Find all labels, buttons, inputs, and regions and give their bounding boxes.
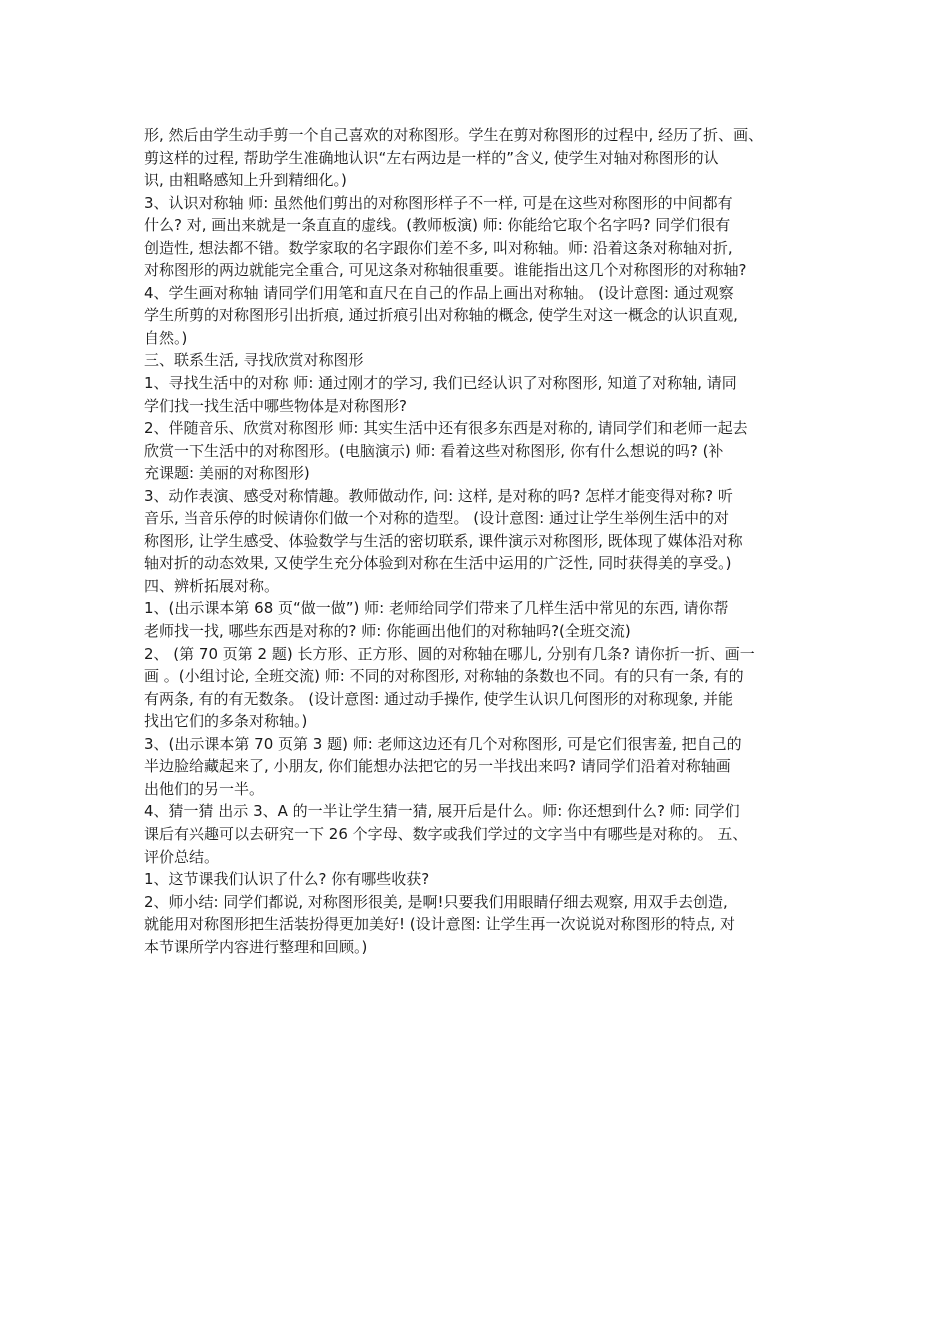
- text-line: 剪这样的过程, 帮助学生准确地认识“左右两边是一样的”含义, 使学生对轴对称图形的认: [144, 148, 719, 167]
- text-line: 有两条, 有的有无数条。 (设计意图: 通过动手操作, 使学生认识几何图形的对称现象, 并能: [144, 689, 734, 708]
- text-line: 1、(出示课本第 68 页“做一做”) 师: 老师给同学们带来了几样生活中常见的东西, 请你帮: [144, 599, 729, 618]
- text-line: 老师找一找, 哪些东西是对称的? 师: 你能画出他们的对称轴吗?(全班交流): [144, 622, 631, 641]
- text-line: 对称图形的两边就能完全重合, 可见这条对称轴很重要。谁能指出这几个对称图形的对称轴?: [144, 261, 747, 280]
- text-line: 识, 由粗略感知上升到精细化。): [144, 171, 347, 190]
- text-line: 4、猜一猜 出示 3、A 的一半让学生猜一猜, 展开后是什么。师: 你还想到什么? 师: 同学们: [144, 802, 740, 821]
- text-line: 找出它们的多条对称轴。): [144, 712, 308, 731]
- text-line: 就能用对称图形把生活装扮得更加美好! (设计意图: 让学生再一次说说对称图形的特点, 对: [144, 915, 735, 934]
- text-line: 自然。): [144, 328, 188, 347]
- text-line: 学们找一找生活中哪些物体是对称图形?: [144, 396, 407, 415]
- section-heading: 三、联系生活, 寻找欣赏对称图形: [144, 351, 364, 370]
- text-line: 什么? 对, 画出来就是一条直直的虚线。(教师板演) 师: 你能给它取个名字吗? 同学们很有: [144, 216, 731, 235]
- text-line: 轴对折的动态效果, 又使学生充分体验到对称在生活中运用的广泛性, 同时获得美的享受。): [144, 554, 732, 573]
- section-heading: 四、辨析拓展对称。: [144, 576, 280, 595]
- text-line: 3、动作表演、感受对称情趣。教师做动作, 问: 这样, 是对称的吗? 怎样才能变得对称? 听: [144, 486, 733, 505]
- text-line: 3、(出示课本第 70 页第 3 题) 师: 老师这边还有几个对称图形, 可是它们很害羞, 把自己的: [144, 734, 742, 753]
- text-line: 称图形, 让学生感受、体验数学与生活的密切联系, 课件演示对称图形, 既体现了媒体沿对称: [144, 531, 743, 550]
- text-line: 3、认识对称轴 师: 虽然他们剪出的对称图形样子不一样, 可是在这些对称图形的中间都有: [144, 193, 733, 212]
- text-line: 2、 (第 70 页第 2 题) 长方形、正方形、圆的对称轴在哪儿, 分别有几条? 请你折一折、画一: [144, 644, 755, 663]
- text-line: 出他们的另一半。: [144, 779, 265, 798]
- text-line: 4、学生画对称轴 请同学们用笔和直尺在自己的作品上画出对称轴。 (设计意图: 通过观察: [144, 283, 734, 302]
- text-line: 欣赏一下生活中的对称图形。(电脑演示) 师: 看着这些对称图形, 你有什么想说的吗? (补: [144, 441, 724, 460]
- text-line: 创造性, 想法都不错。数学家取的名字跟你们差不多, 叫对称轴。师: 沿着这条对称轴对折,: [144, 238, 733, 257]
- text-line: 形, 然后由学生动手剪一个自己喜欢的对称图形。学生在剪对称图形的过程中, 经历了折、画、: [144, 126, 764, 144]
- text-line: 本节课所学内容进行整理和回顾。): [144, 937, 368, 956]
- text-line: 1、寻找生活中的对称 师: 通过刚才的学习, 我们已经认识了对称图形, 知道了对称轴, 请同: [144, 374, 737, 393]
- text-line: 课后有兴趣可以去研究一下 26 个字母、数字或我们学过的文字当中有哪些是对称的。 五、: [144, 824, 748, 843]
- text-line: 半边脸给藏起来了, 小朋友, 你们能想办法把它的另一半找出来吗? 请同学们沿着对称轴画: [144, 757, 731, 776]
- text-line: 音乐, 当音乐停的时候请你们做一个对称的造型。 (设计意图: 通过让学生举例生活中的对: [144, 509, 729, 528]
- text-line: 评价总结。: [144, 847, 220, 866]
- text-line: 2、师小结: 同学们都说, 对称图形很美, 是啊!只要我们用眼睛仔细去观察, 用双手去创造,: [144, 892, 728, 911]
- text-line: 1、这节课我们认识了什么? 你有哪些收获?: [144, 870, 430, 889]
- text-line: 2、伴随音乐、欣赏对称图形 师: 其实生活中还有很多东西是对称的, 请同学们和老师一起去: [144, 419, 748, 438]
- document-body: [144, 124, 820, 958]
- text-line: 画 。(小组讨论, 全班交流) 师: 不同的对称图形, 对称轴的条数也不同。有的只有一条, 有的: [144, 667, 744, 686]
- text-line: 充课题: 美丽的对称图形): [144, 464, 310, 483]
- text-line: 学生所剪的对称图形引出折痕, 通过折痕引出对称轴的概念, 使学生对这一概念的认识直观,: [144, 306, 738, 325]
